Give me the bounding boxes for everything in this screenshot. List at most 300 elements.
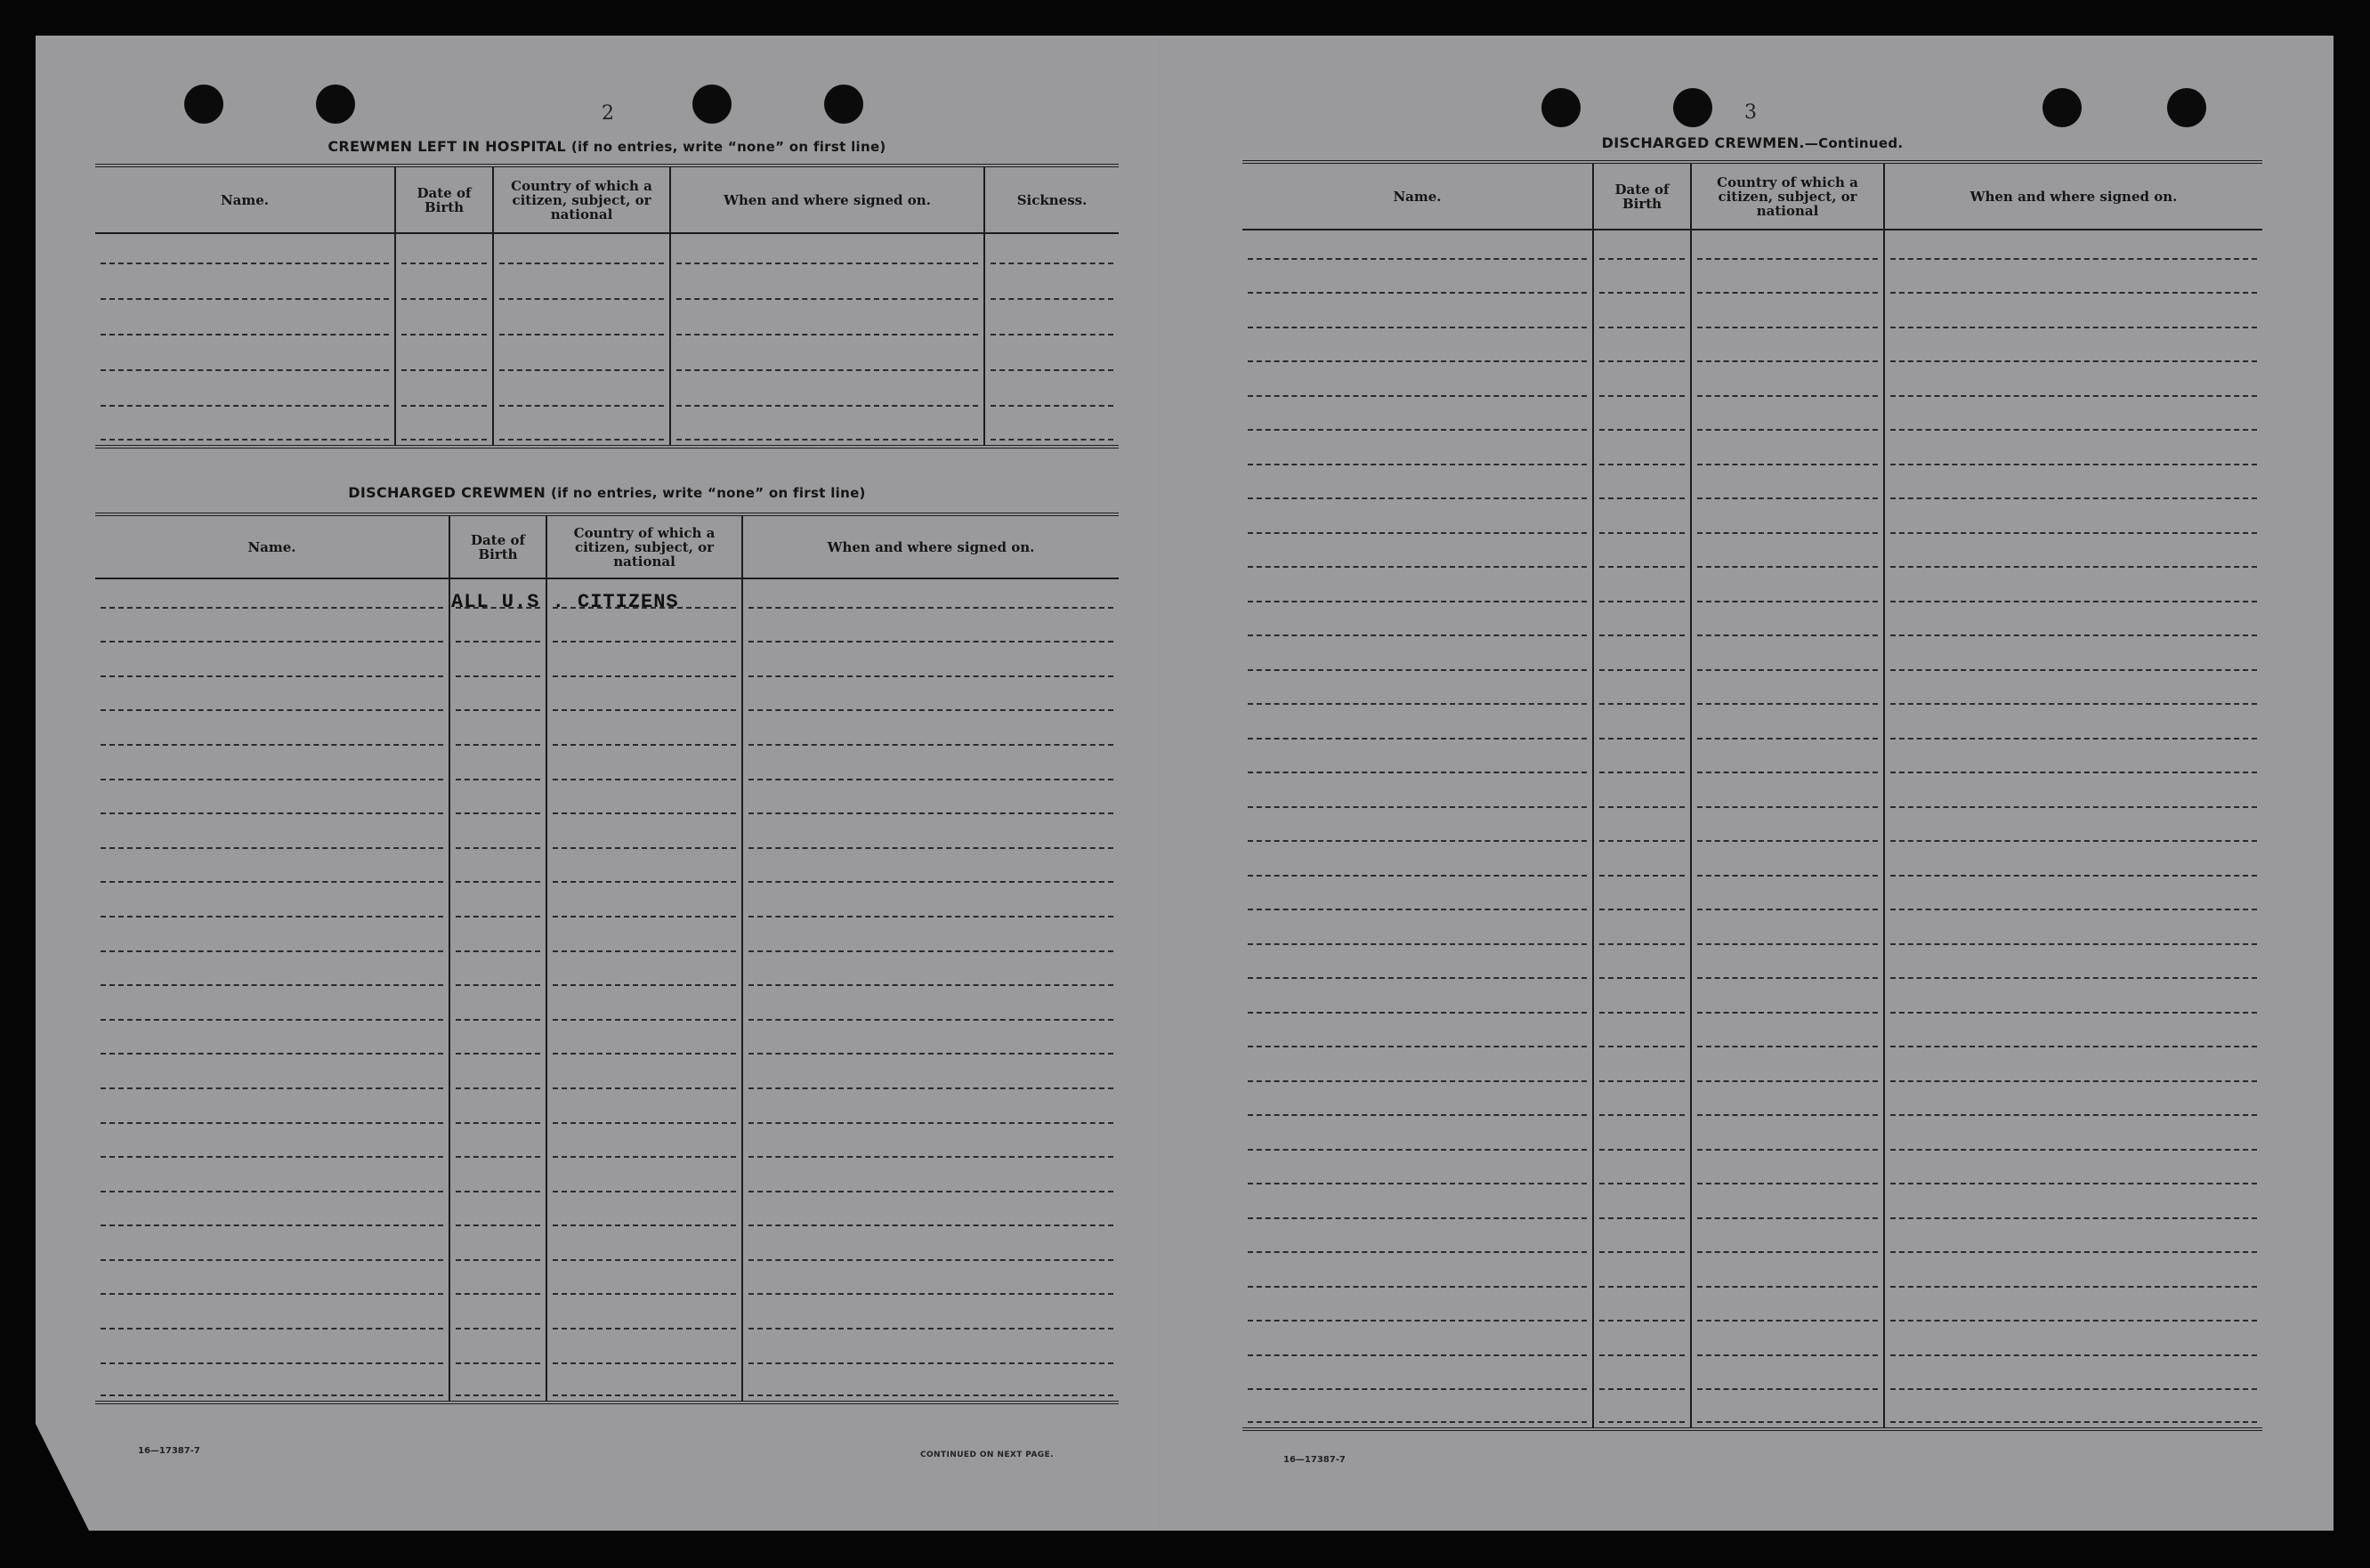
table-cell <box>449 1197 546 1232</box>
dashed-entry-line <box>1890 909 2257 910</box>
col-header-name: Name. <box>95 166 395 233</box>
dashed-entry-line <box>1599 1251 1685 1253</box>
discharged-cont-section-title <box>1242 134 2262 151</box>
table-cell <box>1242 709 1593 744</box>
table-cell <box>1691 744 1884 779</box>
table-cell <box>670 304 984 340</box>
dashed-entry-line <box>1697 977 1878 979</box>
table-cell <box>1593 675 1691 710</box>
dashed-entry-line <box>1248 395 1587 397</box>
dashed-entry-line <box>1697 1286 1878 1288</box>
table-cell <box>95 340 395 376</box>
dashed-entry-line <box>456 1224 540 1226</box>
dashed-entry-line <box>101 1394 443 1396</box>
dashed-entry-line <box>1697 395 1878 397</box>
table-cell <box>742 1265 1119 1300</box>
table-cell <box>1884 1292 2262 1327</box>
table-cell <box>449 1025 546 1060</box>
dashed-entry-line <box>1599 497 1685 499</box>
dashed-entry-line <box>456 1362 540 1364</box>
table-cell <box>1884 1224 2262 1258</box>
dashed-entry-line <box>1697 1149 1878 1151</box>
dashed-entry-line <box>553 1328 736 1330</box>
dashed-entry-line <box>456 812 540 814</box>
hospital-section-title <box>95 138 1119 155</box>
table-cell <box>1691 1120 1884 1155</box>
table-cell <box>1593 572 1691 607</box>
dashed-entry-line <box>748 916 1113 917</box>
dashed-entry-line <box>101 1191 443 1192</box>
table-cell <box>1242 641 1593 675</box>
table-cell <box>1593 298 1691 333</box>
table-row <box>1242 1224 2262 1258</box>
table-cell <box>742 785 1119 820</box>
dashed-entry-line <box>748 812 1113 814</box>
table-row <box>1242 264 2262 299</box>
dashed-entry-line <box>1890 601 2257 602</box>
punch-hole <box>2042 88 2082 127</box>
table-cell <box>95 819 449 853</box>
table-cell <box>546 1231 742 1265</box>
dashed-entry-line <box>1599 840 1685 842</box>
dashed-entry-line <box>1890 258 2257 260</box>
table-cell <box>1691 812 1884 847</box>
discharged-section-title <box>95 484 1119 501</box>
table-cell <box>1242 675 1593 710</box>
table-cell <box>449 785 546 820</box>
dashed-entry-line <box>1248 1046 1587 1047</box>
discharged-cont-title: DISCHARGED CREWMEN. <box>1601 134 1805 151</box>
dashed-entry-line <box>748 847 1113 849</box>
dashed-entry-line <box>1890 703 2257 705</box>
table-cell <box>1691 1361 1884 1395</box>
dashed-entry-line <box>676 334 978 335</box>
dashed-entry-line <box>1890 875 2257 877</box>
table-cell <box>1593 709 1691 744</box>
table-cell <box>1593 401 1691 436</box>
dashed-entry-line <box>553 779 736 780</box>
dashed-entry-line <box>1697 909 1878 910</box>
dashed-entry-line <box>1248 1354 1587 1356</box>
dashed-entry-line <box>1890 327 2257 328</box>
col-header-name: Name. <box>95 514 449 578</box>
dashed-entry-line <box>1599 258 1685 260</box>
table-cell <box>1242 846 1593 881</box>
table-cell <box>742 715 1119 750</box>
dashed-entry-line <box>991 334 1113 335</box>
dashed-entry-line <box>401 263 487 264</box>
dashed-entry-line <box>456 744 540 746</box>
table-cell <box>1884 709 2262 744</box>
dashed-entry-line <box>748 1191 1113 1192</box>
table-cell <box>742 990 1119 1025</box>
table-cell <box>1884 367 2262 401</box>
table-cell <box>1691 778 1884 812</box>
table-cell <box>95 853 449 888</box>
table-row <box>95 1025 1119 1060</box>
table-cell <box>449 647 546 682</box>
dashed-entry-line <box>1890 738 2257 740</box>
dashed-entry-line <box>1599 360 1685 362</box>
dashed-entry-line <box>676 298 978 300</box>
dashed-entry-line <box>101 744 443 746</box>
table-cell <box>1593 1155 1691 1190</box>
table-row <box>1242 538 2262 573</box>
dashed-entry-line <box>1599 909 1685 910</box>
table-row <box>1242 298 2262 333</box>
table-row <box>95 647 1119 682</box>
dashed-entry-line <box>748 675 1113 677</box>
dashed-entry-line <box>456 984 540 986</box>
table-cell <box>1593 1361 1691 1395</box>
dashed-entry-line <box>1599 875 1685 877</box>
dashed-entry-line <box>1248 840 1587 842</box>
table-row <box>95 233 1119 269</box>
table-row <box>1242 470 2262 505</box>
dashed-entry-line <box>1697 258 1878 260</box>
dashed-entry-line <box>553 1156 736 1158</box>
table-row <box>95 922 1119 957</box>
dashed-entry-line <box>1697 738 1878 740</box>
dashed-entry-line <box>991 405 1113 407</box>
dashed-entry-line <box>456 1394 540 1396</box>
dashed-entry-line <box>748 1293 1113 1295</box>
table-cell <box>95 957 449 991</box>
table-cell <box>1691 915 1884 950</box>
table-row <box>95 1231 1119 1265</box>
dashed-entry-line <box>101 1122 443 1124</box>
table-cell <box>1691 572 1884 607</box>
table-cell <box>449 990 546 1025</box>
dashed-entry-line <box>456 881 540 883</box>
dashed-entry-line <box>1599 395 1685 397</box>
dashed-entry-line <box>748 984 1113 986</box>
punch-hole <box>184 85 223 124</box>
dashed-entry-line <box>1697 703 1878 705</box>
dashed-entry-line <box>1697 840 1878 842</box>
dashed-entry-line <box>1890 1046 2257 1047</box>
dashed-entry-line <box>553 675 736 677</box>
table-cell <box>742 1094 1119 1128</box>
dashed-entry-line <box>1890 669 2257 671</box>
dashed-entry-line <box>101 950 443 952</box>
table-cell <box>546 613 742 648</box>
table-cell <box>1691 435 1884 470</box>
dashed-entry-line <box>1599 1080 1685 1082</box>
dashed-entry-line <box>1890 395 2257 397</box>
table-cell <box>95 682 449 716</box>
table-cell <box>1691 401 1884 436</box>
dashed-entry-line <box>1248 943 1587 945</box>
table-cell <box>1691 230 1884 264</box>
table-cell <box>1691 607 1884 642</box>
dashed-entry-line <box>101 847 443 849</box>
table-cell <box>1242 1120 1593 1155</box>
table-row <box>95 785 1119 820</box>
dashed-entry-line <box>499 263 664 264</box>
dashed-entry-line <box>991 369 1113 371</box>
table-cell <box>1884 641 2262 675</box>
dashed-entry-line <box>553 1053 736 1055</box>
table-row <box>95 1369 1119 1403</box>
dashed-entry-line <box>553 1362 736 1364</box>
dashed-entry-line <box>1599 1286 1685 1288</box>
table-row <box>1242 881 2262 916</box>
table-row <box>95 1334 1119 1369</box>
table-cell <box>1884 230 2262 264</box>
table-cell <box>1884 1052 2262 1087</box>
table-cell <box>1593 1087 1691 1121</box>
dashed-entry-line <box>101 916 443 917</box>
table-cell <box>1242 572 1593 607</box>
dashed-entry-line <box>1697 772 1878 773</box>
dashed-entry-line <box>1599 566 1685 568</box>
dashed-entry-line <box>1890 943 2257 945</box>
table-cell <box>546 1128 742 1163</box>
table-cell <box>546 682 742 716</box>
col-header-signed-on: When and where signed on. <box>1884 162 2262 230</box>
table-row <box>95 715 1119 750</box>
table-cell <box>1691 641 1884 675</box>
table-cell <box>1242 607 1593 642</box>
dashed-entry-line <box>1890 1354 2257 1356</box>
table-cell <box>449 682 546 716</box>
table-cell <box>1884 1394 2262 1429</box>
table-row <box>1242 812 2262 847</box>
table-row <box>95 682 1119 716</box>
table-cell <box>1593 1394 1691 1429</box>
dashed-entry-line <box>1890 497 2257 499</box>
dashed-entry-line <box>553 1293 736 1295</box>
table-cell <box>984 269 1119 304</box>
dashed-entry-line <box>101 1053 443 1055</box>
dashed-entry-line <box>101 1362 443 1364</box>
table-cell <box>95 1128 449 1163</box>
table-row <box>95 613 1119 648</box>
discharged-title-note: (if no entries, write “none” on first line) <box>550 485 866 501</box>
table-cell <box>1242 230 1593 264</box>
table-cell <box>449 819 546 853</box>
dashed-entry-line <box>748 1224 1113 1226</box>
dashed-entry-line <box>1890 566 2257 568</box>
dashed-entry-line <box>1599 977 1685 979</box>
table-cell <box>95 1299 449 1334</box>
table-cell <box>1593 950 1691 984</box>
table-cell <box>449 887 546 922</box>
dashed-entry-line <box>1599 943 1685 945</box>
table-cell <box>1691 298 1884 333</box>
table-cell <box>1242 778 1593 812</box>
dashed-entry-line <box>748 1394 1113 1396</box>
col-header-sickness: Sickness. <box>984 166 1119 233</box>
table-cell <box>449 922 546 957</box>
dashed-entry-line <box>101 709 443 711</box>
page-number: 3 <box>1744 101 1757 124</box>
dashed-entry-line <box>1248 1114 1587 1116</box>
dashed-entry-line <box>1697 1217 1878 1219</box>
dashed-entry-line <box>101 1224 443 1226</box>
dashed-entry-line <box>1697 327 1878 328</box>
table-cell <box>1691 333 1884 368</box>
table-cell <box>1593 1189 1691 1224</box>
dashed-entry-line <box>1599 327 1685 328</box>
table-cell <box>493 340 670 376</box>
table-cell <box>1593 812 1691 847</box>
dashed-entry-line <box>1697 1354 1878 1356</box>
table-cell <box>95 304 395 340</box>
table-cell <box>1242 1257 1593 1292</box>
dashed-entry-line <box>553 1122 736 1124</box>
table-cell <box>1691 1394 1884 1429</box>
table-row <box>95 1128 1119 1163</box>
dashed-entry-line <box>101 298 389 300</box>
table-cell <box>95 578 449 613</box>
table-cell <box>670 411 984 447</box>
table-cell <box>1884 675 2262 710</box>
table-cell <box>1593 607 1691 642</box>
form-number: 16—17387-7 <box>1283 1455 1346 1465</box>
table-cell <box>95 990 449 1025</box>
dashed-entry-line <box>1890 1114 2257 1116</box>
table-cell <box>742 1197 1119 1232</box>
dashed-entry-line <box>676 263 978 264</box>
table-cell <box>95 1094 449 1128</box>
dashed-entry-line <box>101 405 389 407</box>
dashed-entry-line <box>553 1087 736 1089</box>
dashed-entry-line <box>1599 1149 1685 1151</box>
table-cell <box>449 715 546 750</box>
dashed-entry-line <box>1890 1217 2257 1219</box>
dashed-entry-line <box>101 369 389 371</box>
table-cell <box>95 1025 449 1060</box>
dashed-entry-line <box>1890 1421 2257 1423</box>
table-cell <box>1242 881 1593 916</box>
table-cell <box>1691 950 1884 984</box>
table-cell <box>546 1025 742 1060</box>
table-cell <box>395 304 493 340</box>
table-cell <box>1884 846 2262 881</box>
table-cell <box>1242 983 1593 1018</box>
table-cell <box>95 922 449 957</box>
dashed-entry-line <box>1697 1421 1878 1423</box>
dashed-entry-line <box>1697 1012 1878 1014</box>
dashed-entry-line <box>748 1362 1113 1364</box>
dashed-entry-line <box>456 675 540 677</box>
table-cell <box>742 853 1119 888</box>
dashed-entry-line <box>401 334 487 335</box>
table-cell <box>493 269 670 304</box>
dashed-entry-line <box>456 641 540 643</box>
table-cell <box>95 1334 449 1369</box>
table-row <box>95 853 1119 888</box>
hospital-title: CREWMEN LEFT IN HOSPITAL <box>328 138 566 155</box>
table-cell <box>1242 1224 1593 1258</box>
table-cell <box>493 233 670 269</box>
col-header-country: Country of which a citizen, subject, or national <box>1691 162 1884 230</box>
discharged-cont-table <box>1242 160 2262 1431</box>
dashed-entry-line <box>456 916 540 917</box>
table-cell <box>1884 435 2262 470</box>
dashed-entry-line <box>101 812 443 814</box>
table-row <box>1242 709 2262 744</box>
dashed-entry-line <box>401 298 487 300</box>
table-cell <box>546 853 742 888</box>
table-cell <box>1242 812 1593 847</box>
table-cell <box>1593 1120 1691 1155</box>
dashed-entry-line <box>456 1259 540 1261</box>
dashed-entry-line <box>1248 875 1587 877</box>
table-cell <box>1242 401 1593 436</box>
dashed-entry-line <box>1697 1320 1878 1321</box>
typed-entry: ALL U.S . CITIZENS <box>451 591 679 613</box>
table-cell <box>1593 1018 1691 1053</box>
table-cell <box>1691 538 1884 573</box>
dashed-entry-line <box>401 369 487 371</box>
continued-note: CONTINUED ON NEXT PAGE. <box>920 1451 1054 1459</box>
table-cell <box>1884 572 2262 607</box>
punch-hole <box>692 85 732 124</box>
table-row <box>1242 435 2262 470</box>
dashed-entry-line <box>1248 1320 1587 1321</box>
table-cell <box>742 1231 1119 1265</box>
table-cell <box>1242 470 1593 505</box>
dashed-entry-line <box>456 709 540 711</box>
table-cell <box>1242 1087 1593 1121</box>
dashed-entry-line <box>1697 1388 1878 1390</box>
dashed-entry-line <box>676 405 978 407</box>
dashed-entry-line <box>1697 1251 1878 1253</box>
dashed-entry-line <box>1890 1149 2257 1151</box>
table-cell <box>984 233 1119 269</box>
punch-hole <box>824 85 863 124</box>
hospital-table <box>95 164 1119 449</box>
table-cell <box>449 957 546 991</box>
dashed-entry-line <box>1248 669 1587 671</box>
table-cell <box>395 411 493 447</box>
dashed-entry-line <box>1697 875 1878 877</box>
punch-hole <box>316 85 355 124</box>
table-row <box>1242 572 2262 607</box>
dashed-entry-line <box>1697 943 1878 945</box>
table-cell <box>546 1334 742 1369</box>
table-cell <box>1593 504 1691 538</box>
table-cell <box>1242 950 1593 984</box>
dashed-entry-line <box>1697 429 1878 431</box>
dashed-entry-line <box>101 263 389 264</box>
table-row <box>1242 333 2262 368</box>
table-cell <box>1691 1224 1884 1258</box>
dashed-entry-line <box>1697 1046 1878 1047</box>
table-cell <box>1242 264 1593 299</box>
table-cell <box>1884 538 2262 573</box>
dashed-entry-line <box>553 916 736 917</box>
table-row <box>1242 1189 2262 1224</box>
table-cell <box>449 1128 546 1163</box>
table-cell <box>546 647 742 682</box>
table-cell <box>1593 435 1691 470</box>
table-row <box>1242 641 2262 675</box>
dashed-entry-line <box>101 1259 443 1261</box>
table-row <box>95 1197 1119 1232</box>
table-cell <box>742 1025 1119 1060</box>
dashed-entry-line <box>499 298 664 300</box>
dashed-entry-line <box>1697 806 1878 808</box>
dashed-entry-line <box>499 334 664 335</box>
table-cell <box>395 376 493 411</box>
dashed-entry-line <box>101 1293 443 1295</box>
dashed-entry-line <box>101 334 389 335</box>
table-row <box>1242 1257 2262 1292</box>
